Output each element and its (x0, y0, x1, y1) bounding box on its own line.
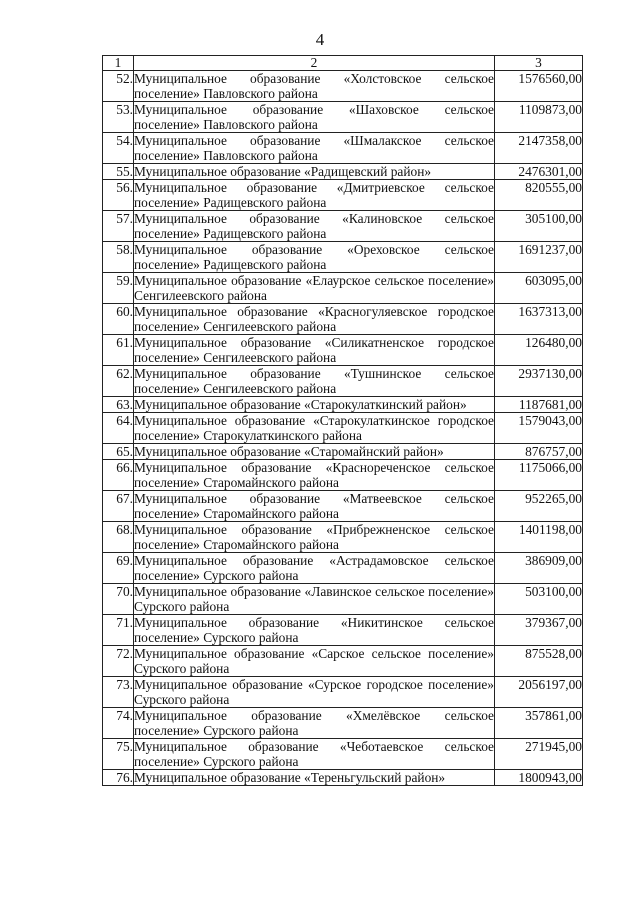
municipality-name: Муниципальное образование «Старокулаткинский район» (134, 397, 495, 413)
amount-value: 2056197,00 (495, 677, 583, 708)
amount-value: 875528,00 (495, 646, 583, 677)
municipality-name: Муниципальное образование «Дмитриевское сельское поселение» Радищевского района (134, 180, 494, 210)
municipality-name: Муниципальное образование «Силикатненское городское поселение» Сенгилеевского района (134, 335, 494, 365)
municipality-name: Муниципальное образование «Красногуляевское городское поселение» Сенгилеевского района (134, 304, 494, 334)
table-row (103, 102, 583, 133)
table-row (103, 397, 583, 413)
amount-value: 1800943,00 (495, 770, 583, 786)
amount-value: 503100,00 (495, 584, 583, 615)
table-row (103, 164, 583, 180)
table-row (103, 739, 583, 770)
table-row (103, 460, 583, 491)
municipality-name: Муниципальное образование «Шаховское сельское поселение» Павловского района (134, 102, 494, 132)
amount-value: 1175066,00 (495, 460, 583, 491)
municipality-name: Муниципальное образование «Сарское сельское поселение» Сурского района (134, 646, 494, 676)
row-number: 53. (103, 102, 134, 133)
table-row (103, 71, 583, 102)
municipality-name: Муниципальное образование «Ореховское сельское поселение» Радищевского района (134, 242, 494, 272)
municipality-name: Муниципальное образование «Елаурское сельское поселение» Сенгилеевского района (134, 273, 494, 303)
row-number: 60. (103, 304, 134, 335)
municipality-name: Муниципальное образование «Прибрежненское сельское поселение» Старомайнского района (134, 522, 494, 552)
amount-value: 876757,00 (495, 444, 583, 460)
amount-value: 126480,00 (495, 335, 583, 366)
municipality-name: Муниципальное образование «Сурское городское поселение» Сурского района (134, 677, 494, 707)
municipality-name: Муниципальное образование «Тушнинское сельское поселение» Сенгилеевского района (134, 366, 494, 396)
allocation-table (102, 55, 583, 786)
row-number: 57. (103, 211, 134, 242)
amount-value: 952265,00 (495, 491, 583, 522)
table-row (103, 553, 583, 584)
table-row (103, 242, 583, 273)
row-number: 75. (103, 739, 134, 770)
amount-value: 1637313,00 (495, 304, 583, 335)
table-row (103, 584, 583, 615)
municipality-name: Муниципальное образование «Тереньгульский район» (134, 770, 495, 786)
municipality-name: Муниципальное образование «Холстовское сельское поселение» Павловского района (134, 71, 494, 101)
row-number: 72. (103, 646, 134, 677)
row-number: 74. (103, 708, 134, 739)
amount-value: 1401198,00 (495, 522, 583, 553)
municipality-name: Муниципальное образование «Краснореченское сельское поселение» Старомайнского района (134, 460, 494, 490)
table-header-row (103, 56, 583, 71)
amount-value: 820555,00 (495, 180, 583, 211)
municipality-name: Муниципальное образование «Никитинское сельское поселение» Сурского района (134, 615, 494, 645)
table-row (103, 133, 583, 164)
row-number: 55. (103, 164, 134, 180)
amount-value: 305100,00 (495, 211, 583, 242)
table-row (103, 677, 583, 708)
row-number: 59. (103, 273, 134, 304)
row-number: 70. (103, 584, 134, 615)
row-number: 52. (103, 71, 134, 102)
amount-value: 386909,00 (495, 553, 583, 584)
row-number: 64. (103, 413, 134, 444)
column-header-amount: 3 (495, 56, 583, 71)
municipality-name: Муниципальное образование «Матвеевское сельское поселение» Старомайнского района (134, 491, 494, 521)
column-header-number: 1 (103, 56, 134, 71)
amount-value: 1691237,00 (495, 242, 583, 273)
row-number: 58. (103, 242, 134, 273)
amount-value: 1576560,00 (495, 71, 583, 102)
amount-value: 2937130,00 (495, 366, 583, 397)
table-row (103, 335, 583, 366)
row-number: 76. (103, 770, 134, 786)
table-row (103, 413, 583, 444)
municipality-name: Муниципальное образование «Чеботаевское сельское поселение» Сурского района (134, 739, 494, 769)
table-row (103, 211, 583, 242)
table-row (103, 770, 583, 786)
amount-value: 357861,00 (495, 708, 583, 739)
row-number: 71. (103, 615, 134, 646)
municipality-name: Муниципальное образование «Старомайнский район» (134, 444, 495, 460)
amount-value: 2476301,00 (495, 164, 583, 180)
amount-value: 1109873,00 (495, 102, 583, 133)
table-row (103, 304, 583, 335)
row-number: 61. (103, 335, 134, 366)
row-number: 54. (103, 133, 134, 164)
amount-value: 603095,00 (495, 273, 583, 304)
municipality-name: Муниципальное образование «Лавинское сельское поселение» Сурского района (134, 584, 494, 614)
municipality-name: Муниципальное образование «Калиновское сельское поселение» Радищевского района (134, 211, 494, 241)
table-row (103, 444, 583, 460)
table-row (103, 366, 583, 397)
row-number: 65. (103, 444, 134, 460)
municipality-name: Муниципальное образование «Хмелёвское сельское поселение» Сурского района (134, 708, 494, 738)
municipality-name: Муниципальное образование «Астрадамовское сельское поселение» Сурского района (134, 553, 494, 583)
row-number: 69. (103, 553, 134, 584)
table-row (103, 491, 583, 522)
table-row (103, 646, 583, 677)
table-row (103, 273, 583, 304)
column-header-name: 2 (134, 56, 495, 71)
table-row (103, 522, 583, 553)
row-number: 73. (103, 677, 134, 708)
row-number: 67. (103, 491, 134, 522)
municipality-name: Муниципальное образование «Старокулаткинское городское поселение» Старокулаткинского района (134, 413, 494, 443)
row-number: 56. (103, 180, 134, 211)
table-row (103, 708, 583, 739)
page-number: 4 (315, 30, 325, 49)
municipality-name: Муниципальное образование «Шмалакское сельское поселение» Павловского района (134, 133, 494, 163)
row-number: 63. (103, 397, 134, 413)
amount-value: 1579043,00 (495, 413, 583, 444)
amount-value: 271945,00 (495, 739, 583, 770)
row-number: 68. (103, 522, 134, 553)
amount-value: 2147358,00 (495, 133, 583, 164)
amount-value: 379367,00 (495, 615, 583, 646)
row-number: 66. (103, 460, 134, 491)
row-number: 62. (103, 366, 134, 397)
table-row (103, 180, 583, 211)
amount-value: 1187681,00 (495, 397, 583, 413)
municipality-name: Муниципальное образование «Радищевский район» (134, 164, 495, 180)
table-row (103, 615, 583, 646)
